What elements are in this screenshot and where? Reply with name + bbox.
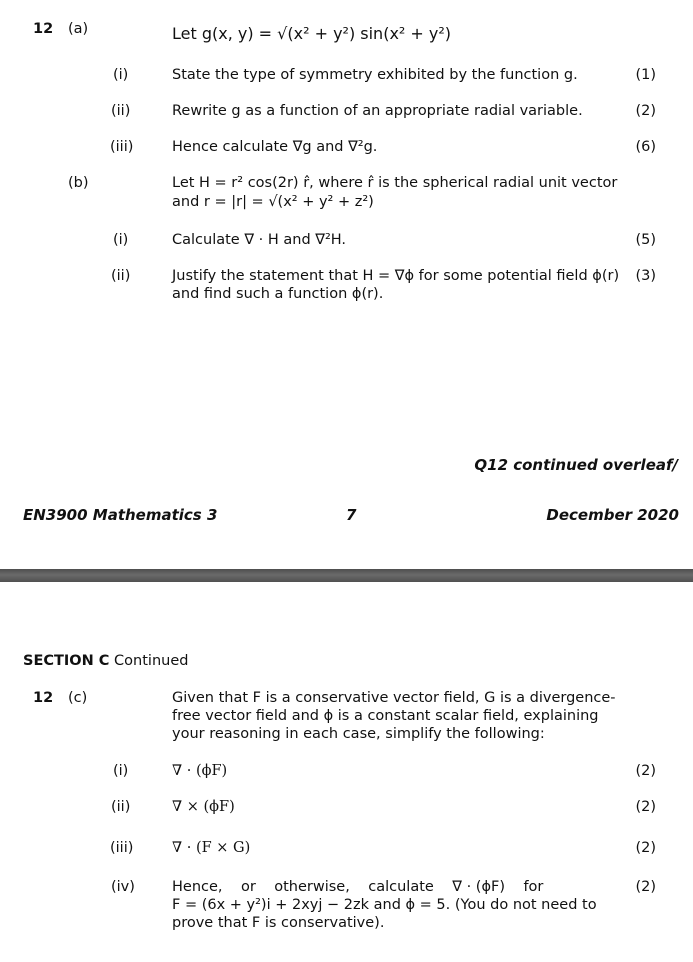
part-c-item-4-text-line-3: prove that F is conservative). [172, 915, 385, 931]
part-c-item-4-marks: (2) [635, 879, 656, 895]
part-a-item-3-text: Hence calculate ∇g and ∇²g. [172, 139, 378, 155]
question-number-2: 12 [33, 690, 54, 706]
part-c-item-2-text: ∇ × (ϕF) [172, 799, 235, 815]
part-b-item-1-marks: (5) [635, 232, 656, 248]
part-c-item-1-number: (i) [113, 763, 129, 779]
part-c-item-2-marks: (2) [635, 799, 656, 815]
part-a-item-1-number: (i) [113, 67, 129, 83]
part-b-label: (b) [68, 175, 89, 191]
part-b-item-2-text-line-1: Justify the statement that H = ∇ϕ for some potential field ϕ(r) [172, 268, 620, 284]
part-c-item-4-text-line-2: F = (6x + y²)i + 2xyj − 2zk and ϕ = 5. (You do not need to [172, 897, 597, 913]
part-a-item-2-number: (ii) [111, 103, 131, 119]
part-b-item-2-marks: (3) [635, 268, 656, 284]
question-number: 12 [33, 21, 54, 37]
footer-date: December 2020 [546, 506, 679, 524]
footer-page-number: 7 [346, 506, 357, 524]
footer-course: EN3900 Mathematics 3 [23, 506, 218, 524]
part-c-intro-line-3: your reasoning in each case, simplify the following: [172, 726, 545, 742]
part-c-item-3-text: ∇ · (F × G) [172, 840, 251, 856]
page-divider [0, 569, 693, 582]
part-a-item-2-marks: (2) [635, 103, 656, 119]
part-a-label: (a) [68, 21, 89, 37]
section-heading [23, 653, 188, 669]
section-heading-bold: SECTION C [23, 653, 110, 669]
part-c-label: (c) [68, 690, 88, 706]
part-c-item-3-number: (iii) [110, 840, 134, 856]
part-a-item-3-marks: (6) [635, 139, 656, 155]
part-c-item-1-text: ∇ · (ϕF) [172, 763, 228, 779]
part-b-item-2-number: (ii) [111, 268, 131, 284]
part-b-item-2-text-line-2: and find such a function ϕ(r). [172, 286, 384, 302]
part-a-item-3-number: (iii) [110, 139, 134, 155]
part-a-intro: Let g(x, y) = √(x² + y²) sin(x² + y²) [172, 24, 452, 43]
part-b-intro-line-2: and r = |r| = √(x² + y² + z²) [172, 194, 374, 210]
part-c-intro-line-2: free vector field and ϕ is a constant scalar field, explaining [172, 708, 599, 724]
part-a-item-2-text: Rewrite g as a function of an appropriate radial variable. [172, 103, 583, 119]
part-c-item-4-text-line-1: Hence, or otherwise, calculate ∇ · (ϕF) for [172, 879, 544, 895]
part-c-intro-line-1: Given that F is a conservative vector field, G is a divergence- [172, 690, 616, 706]
continued-note: Q12 continued overleaf/ [474, 456, 678, 474]
part-c-item-2-number: (ii) [111, 799, 131, 815]
part-b-intro-line-1: Let H = r² cos(2r) r̂, where r̂ is the spherical radial unit vector [172, 175, 618, 191]
part-c-item-4-number: (iv) [111, 879, 135, 895]
part-c-item-3-marks: (2) [635, 840, 656, 856]
part-a-item-1-text: State the type of symmetry exhibited by the function g. [172, 67, 578, 83]
section-heading-rest: Continued [109, 653, 189, 669]
part-b-item-1-number: (i) [113, 232, 129, 248]
part-a-item-1-marks: (1) [635, 67, 656, 83]
part-b-item-1-text: Calculate ∇ · H and ∇²H. [172, 232, 347, 248]
part-c-item-1-marks: (2) [635, 763, 656, 779]
